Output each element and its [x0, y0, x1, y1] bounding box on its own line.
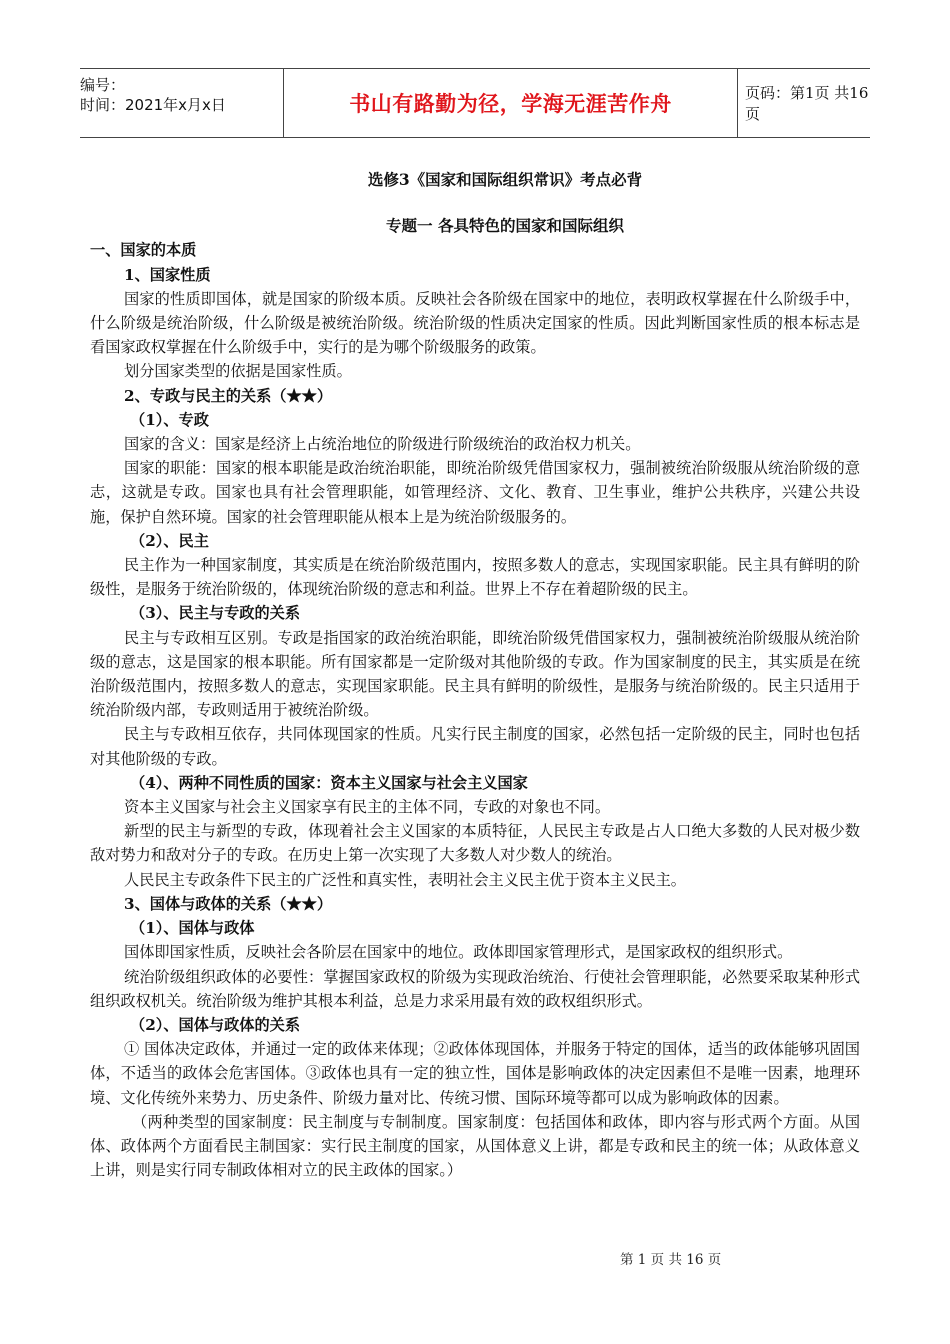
item-heading: （2）、民主 — [130, 531, 209, 550]
paragraph: 国家的职能：国家的根本职能是政治统治职能，即统治阶级凭借国家权力，强制被统治阶级服从统治阶级的意志，这就是专政。国家也具有社会管理职能，如管理经济、文化、教育、卫生事业，维护公共秩序，兴建公共设施，保护自然环境。国家的社会管理职能从根本上是为统治阶级服务的。 — [90, 459, 860, 526]
page-label: 页码：第1页 共16页 — [745, 84, 869, 123]
header-table — [80, 68, 870, 138]
document-title: 选修3《国家和国际组织常识》考点必背 — [367, 170, 643, 189]
paragraph: 民主作为一种国家制度，其实质是在统治阶级范围内，按照多数人的意志，实现国家职能。民主具有鲜明的阶级性，是服务于统治阶级的，体现统治阶级的意志和利益。世界上不存在着超阶级的民主。 — [90, 556, 860, 599]
header-meta — [80, 69, 283, 137]
item-heading: （2）、国体与政体的关系 — [130, 1015, 301, 1034]
paragraph: （两种类型的国家制度：民主制度与专制制度。国家制度：包括国体和政体，即内容与形式两个方面。从国体、政体两个方面看民主制国家：实行民主制度的国家，从国体意义上讲，都是专政和民主的统一体；从政体意义上讲，则是实行同专制政体相对立的民主政体的国家。） — [90, 1112, 860, 1180]
item-heading: （1）、专政 — [130, 410, 209, 429]
header-page-cell — [737, 69, 870, 137]
motto: 书山有路勤为径，学海无涯苦作舟 — [349, 92, 672, 116]
section-heading: 一、国家的本质 — [90, 241, 197, 260]
item-heading: （4）、两种不同性质的国家：资本主义国家与社会主义国家 — [130, 773, 528, 792]
paragraph: 国体即国家性质，反映社会各阶层在国家中的地位。政体即国家管理形式，是国家政权的组织形式。 — [124, 943, 793, 962]
paragraph: 统治阶级组织政体的必要性：掌握国家政权的阶级为实现政治统治、行使社会管理职能，必然要采取某种形式组织政权机关。统治阶级为维护其根本利益，总是力求采用最有效的政权组织形式。 — [90, 967, 860, 1010]
paragraph: 民主与专政相互依存，共同体现国家的性质。凡实行民主制度的国家，必然包括一定阶级的民主，同时也包括对其他阶级的专政。 — [90, 725, 860, 768]
paragraph: 国家的含义：国家是经济上占统治地位的阶级进行阶级统治的政治权力机关。 — [124, 435, 641, 454]
paragraph: 人民民主专政条件下民主的广泛性和真实性，表明社会主义民主优于资本主义民主。 — [124, 870, 686, 889]
subsection-heading: 1、国家性质 — [124, 265, 211, 284]
time-label: 时间：2021年x月x日 — [80, 96, 226, 114]
paragraph: ① 国体决定政体，并通过一定的政体来体现；②政体体现国体，并服务于特定的国体，适当的政体能够巩固国体，不适当的政体会危害国体。③政体也具有一定的独立性，国体是影响政体的决定因素但不是唯一因素，地理环境、文化传统外来势力、历史条件、阶级力量对比、传统习惯、国际环境等都可以成为影响政体的因素。 — [90, 1040, 860, 1107]
number-label: 编号： — [80, 76, 126, 94]
paragraph: 民主与专政相互区别。专政是指国家的政治统治职能，即统治阶级凭借国家权力，强制被统治阶级服从统治阶级的意志，这是国家的根本职能。所有国家都是一定阶级对其他阶级的专政。作为国家制度的民主，其实质是在统治阶级范围内，按照多数人的意志，实现国家职能。民主具有鲜明的阶级性，是服务与统治阶级的。民主只适用于统治阶级内部，专政则适用于被统治阶级。 — [90, 628, 860, 720]
header-motto-cell — [283, 69, 738, 137]
paragraph: 资本主义国家与社会主义国家享有民主的主体不同，专政的对象也不同。 — [124, 798, 610, 817]
subsection-heading: 3、国体与政体的关系（★★） — [124, 894, 333, 913]
document-subtitle: 专题一 各具特色的国家和国际组织 — [386, 216, 624, 236]
paragraph: 国家的性质即国体，就是国家的阶级本质。反映社会各阶级在国家中的地位，表明政权掌握在什么阶级手中，什么阶级是统治阶级，什么阶级是被统治阶级。统治阶级的性质决定国家的性质。因此判断国家性质的根本标志是看国家政权掌握在什么阶级手中，实行的是为哪个阶级服务的政策。 — [90, 289, 860, 357]
page-footer: 第 1 页 共 16 页 — [620, 1252, 722, 1268]
paragraph: 划分国家类型的依据是国家性质。 — [124, 362, 352, 381]
document-body — [90, 168, 860, 1182]
paragraph: 新型的民主与新型的专政，体现着社会主义国家的本质特征，人民民主专政是占人口绝大多数的人民对极少数敌对势力和敌对分子的专政。在历史上第一次实现了大多数人对少数人的统治。 — [90, 822, 860, 865]
item-heading: （1）、国体与政体 — [130, 919, 255, 938]
item-heading: （3）、民主与专政的关系 — [130, 604, 301, 623]
subsection-heading: 2、专政与民主的关系（★★） — [124, 386, 333, 405]
